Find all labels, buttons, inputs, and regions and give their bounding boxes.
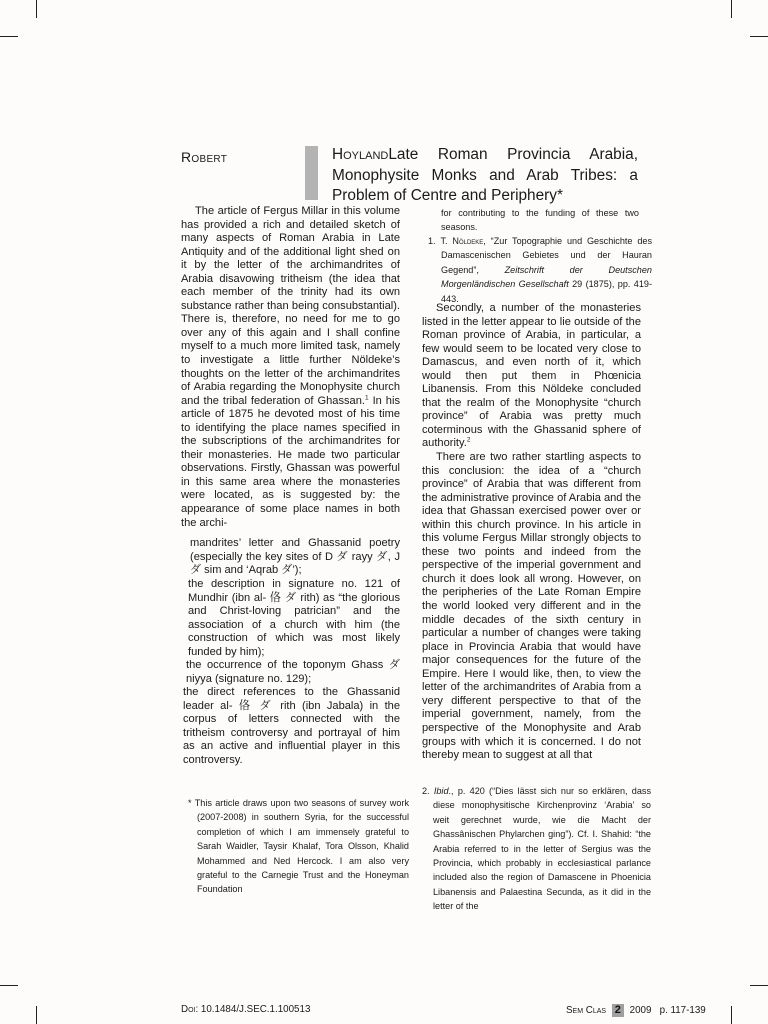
title-text: Late Roman Provincia Arabia, Monophysite Monks and Arab Tribes: a Problem of Centre and Periphery* [332,146,638,204]
journal-info [566,1004,706,1017]
crop-mark [731,0,732,18]
crop-mark [36,0,37,18]
footnote-ref: 2 [466,436,471,444]
footnote-star: * This article draws upon two seasons of survey work (2007-2008) in southern Syria, for the successful completion of which I am immensely grateful to Sarah Waidler, Taysir Khalaf, Tora Olsson, Khalid Mohammed and Ned Hercock. I am also very grateful to the Carnegie Trust and the Honeyman Foundation [188,798,409,895]
paragraph: The article of Fergus Millar in this volume has provided a rich and detailed sketch of many aspects of Roman Arabia in Late Antiquity and of the additional light shed on it by the letter of the archimandrites of Arabia disavowing tritheism (the idea that each member of the trinity had its own substance rather than being consubstantial). There is, therefore, no need for me to go over any of this again and I shall confine myself to a much more limited task, namely to investigate a little further Nöldeke’s thoughts on the letter of the archimandrites of Arabia regarding the Monophysite church and the tribal federation of Ghassan.$^1$ In his article of 1875 he devoted most of his time to identifying the place names specified in the subscriptions of the archimandrites for their monasteries. He made two particular observations. Firstly, Ghassan was powerful in this same area where the monasteries were located, as is suggested by: the appearance of some place names in both the archi- [181,205,400,529]
article-title [332,145,638,207]
paragraph: Secondly, a number of the monasteries listed in the letter appear to lie outside of the Roman province of Arabia, in particular, a few would seem to be located very close to Damascus, and even north of it, which would then put them in Phœnicia Libanensis. From this Nöldeke concluded that the realm of the Monophysite “church province” of Arabia was pretty much coterminous with the Ghassanid sphere of authority.$^2$ [422,302,641,450]
list-item: the occurrence of the toponym Ghass ダ niyya (signature no. 129); [186,659,400,685]
list-item: mandrites’ letter and Ghassanid poetry (especially the key sites of D ダ rayy ダ, J ダ sim and ‘Aqrab ダ’); [190,537,400,577]
right-column-body [422,302,641,763]
left-column-body [181,205,400,530]
author-name: Robert [181,149,228,165]
footnote-continued: for contributing to the funding of these two seasons. [441,208,639,233]
list-item: the description in signature no. 121 of Mundhir (ibn al- 佫 ダ rith) as “the glorious and Christ-loving patrician” and the association of a church with him (the construction of which was most likely funded by him); [188,578,400,658]
list-item: the direct references to the Ghassanid leader al- 佫 ダ rith (ibn Jabala) in the corpus of letters connected with the tritheism controversy and portrayal of him as an active and influential player in this controversy. [183,686,400,766]
crop-mark [36,1006,37,1024]
page-range: p. 117-139 [659,1005,706,1016]
crop-mark [750,985,768,986]
footnote-ref: 1 [364,393,369,401]
title-accent-bar [305,146,318,200]
journal-name: Sem Clas [566,1005,607,1016]
doi-line: Doi: 10.1484/J.SEC.1.100513 [181,1004,311,1015]
author-surname: Hoyland [332,146,389,163]
journal-year: 2009 [629,1005,652,1016]
paragraph: There are two rather startling aspects to this conclusion: the idea of a “church province” of Arabia that was different from the administrative province of Arabia and the idea that Ghassan exercised power over or within this church province. In his article in this volume Fergus Millar strongly objects to these two points and indeed from the perspective of the imperial government and church it does look all wrong. However, on the peripheries of the Late Roman Empire the world looked very different and in the middle decades of the sixth century in particular a number of changes were taking place in Provincia Arabia that would have major consequences for the future of the Empire. Here I would like, then, to view the letter of the archimandrites of Arabia from a very different perspective to that of the imperial government, namely, from the perspective of the Monophysite and Arab groups with which it is concerned. I do not thereby mean to suggest at all that [422,451,641,762]
footnote-1: 1. T. Nöldeke, “Zur Topographie und Geschichte des Damascenischen Gebietes und der Hauran Gegend”, Zeitschrift der Deutschen Morgenländischen Gesellschaft 29 (1875), pp. 419-443. [428,236,652,304]
crop-mark [731,1006,732,1024]
footnote-2: 2. Ibid., p. 420 (“Dies lässt sich nur so erklären, dass diese monophysitische Kirchenprovinz ‘Arabia’ so weit gerechnet wurde, wie die Macht der Ghassânischen Phylarchen ging”). Cf. I. Shahid: “the Arabia referred to in the letter of Sergius was the Provincia, which probably in ecclesiastical parlance included also the region of Damascene in Phoenicia Libanensis and Palaestina Secunda, as it did in the letter of the [422,786,651,912]
crop-mark [0,36,18,37]
issue-badge: 2 [612,1004,624,1017]
crop-mark [0,985,18,986]
crop-mark [750,36,768,37]
